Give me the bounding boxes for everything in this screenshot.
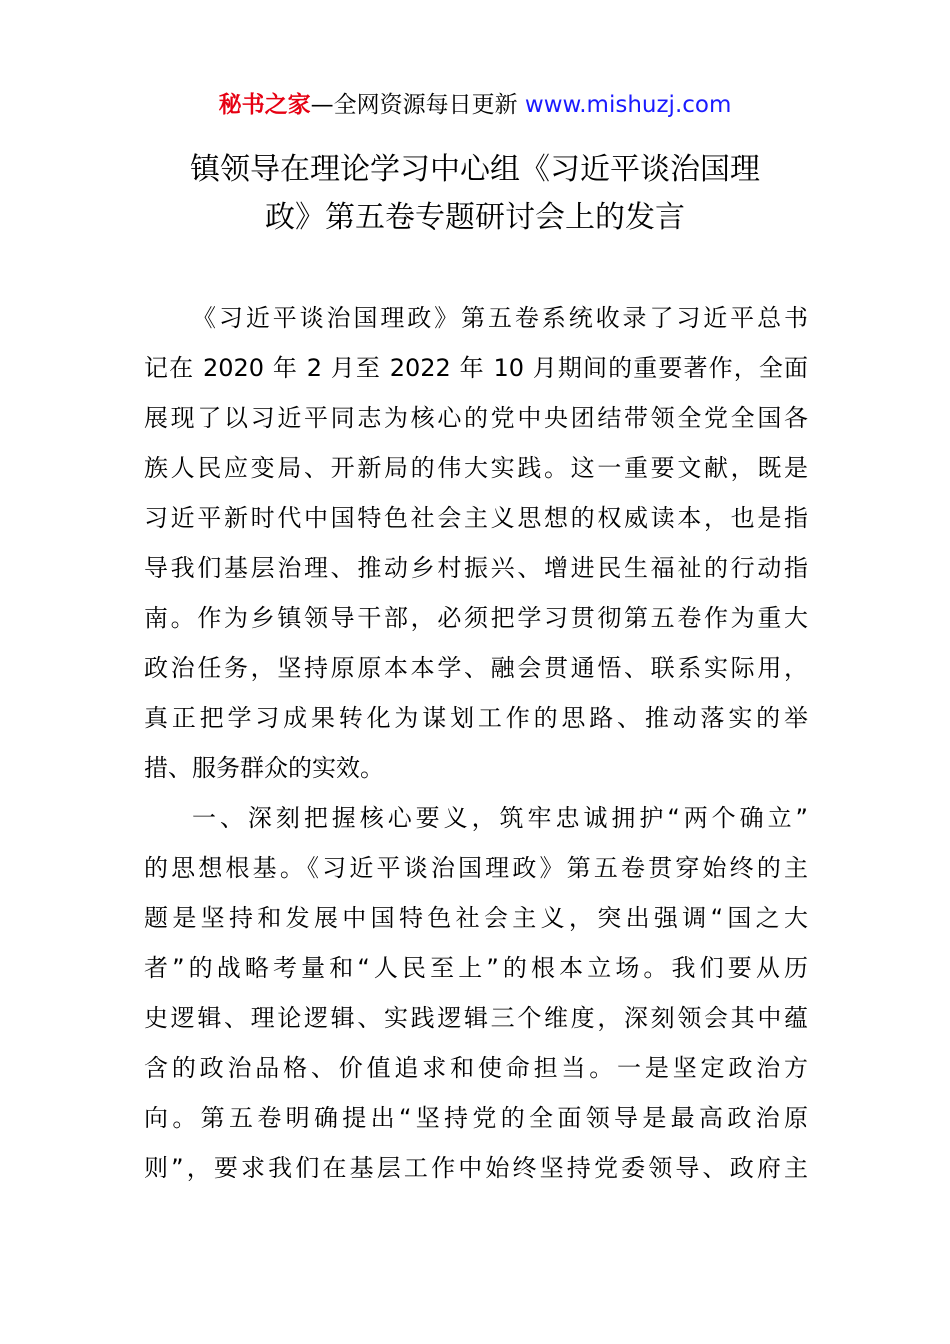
text-line: 史逻辑、理论逻辑、实践逻辑三个维度，深刻领会其中蕴 <box>144 1004 808 1032</box>
text-line: 南。作为乡镇领导干部，必须把学习贯彻第五卷作为重大 <box>144 604 808 632</box>
text-line: 《习近平谈治国理政》第五卷系统收录了习近平总书 <box>192 304 808 332</box>
text-line: 者”的战略考量和“人民至上”的根本立场。我们要从历 <box>144 954 808 982</box>
text-line: 则”，要求我们在基层工作中始终坚持党委领导、政府主 <box>144 1154 808 1182</box>
document-title <box>100 146 850 242</box>
site-brand: 秘书之家 <box>218 92 311 118</box>
text-line: 题是坚持和发展中国特色社会主义，突出强调“国之大 <box>144 904 808 932</box>
text-line: 向。第五卷明确提出“坚持党的全面领导是最高政治原 <box>144 1104 808 1132</box>
text-line: 措、服务群众的实效。 <box>144 754 384 782</box>
text-line: 的思想根基。《习近平谈治国理政》第五卷贯穿始终的主 <box>144 854 808 882</box>
text-line: 记在 2020 年 2 月至 2022 年 10 月期间的重要著作，全面 <box>144 354 808 382</box>
text-line: 政治任务，坚持原原本本学、融会贯通悟、联系实际用， <box>144 654 808 682</box>
site-tagline: —全网资源每日更新 <box>310 92 525 118</box>
document-title-line-1: 镇领导在理论学习中心组《习近平谈治国理 <box>190 152 760 187</box>
text-line: 展现了以习近平同志为核心的党中央团结带领全党全国各 <box>144 404 808 432</box>
paragraph-section-one <box>144 793 808 1193</box>
text-line: 含的政治品格、价值追求和使命担当。一是坚定政治方 <box>144 1054 808 1082</box>
site-url-link[interactable]: www.mishuzj.com <box>524 92 732 118</box>
site-header <box>0 88 950 122</box>
text-line: 习近平新时代中国特色社会主义思想的权威读本，也是指 <box>144 504 808 532</box>
text-line: 族人民应变局、开新局的伟大实践。这一重要文献，既是 <box>144 454 808 482</box>
text-line: 真正把学习成果转化为谋划工作的思路、推动落实的举 <box>144 704 808 732</box>
text-line: 一、深刻把握核心要义，筑牢忠诚拥护“两个确立” <box>192 804 808 832</box>
document-body <box>144 293 808 1193</box>
text-line: 导我们基层治理、推动乡村振兴、增进民生福祉的行动指 <box>144 554 808 582</box>
document-title-line-2: 政》第五卷专题研讨会上的发言 <box>265 200 685 235</box>
paragraph-intro <box>144 293 808 793</box>
